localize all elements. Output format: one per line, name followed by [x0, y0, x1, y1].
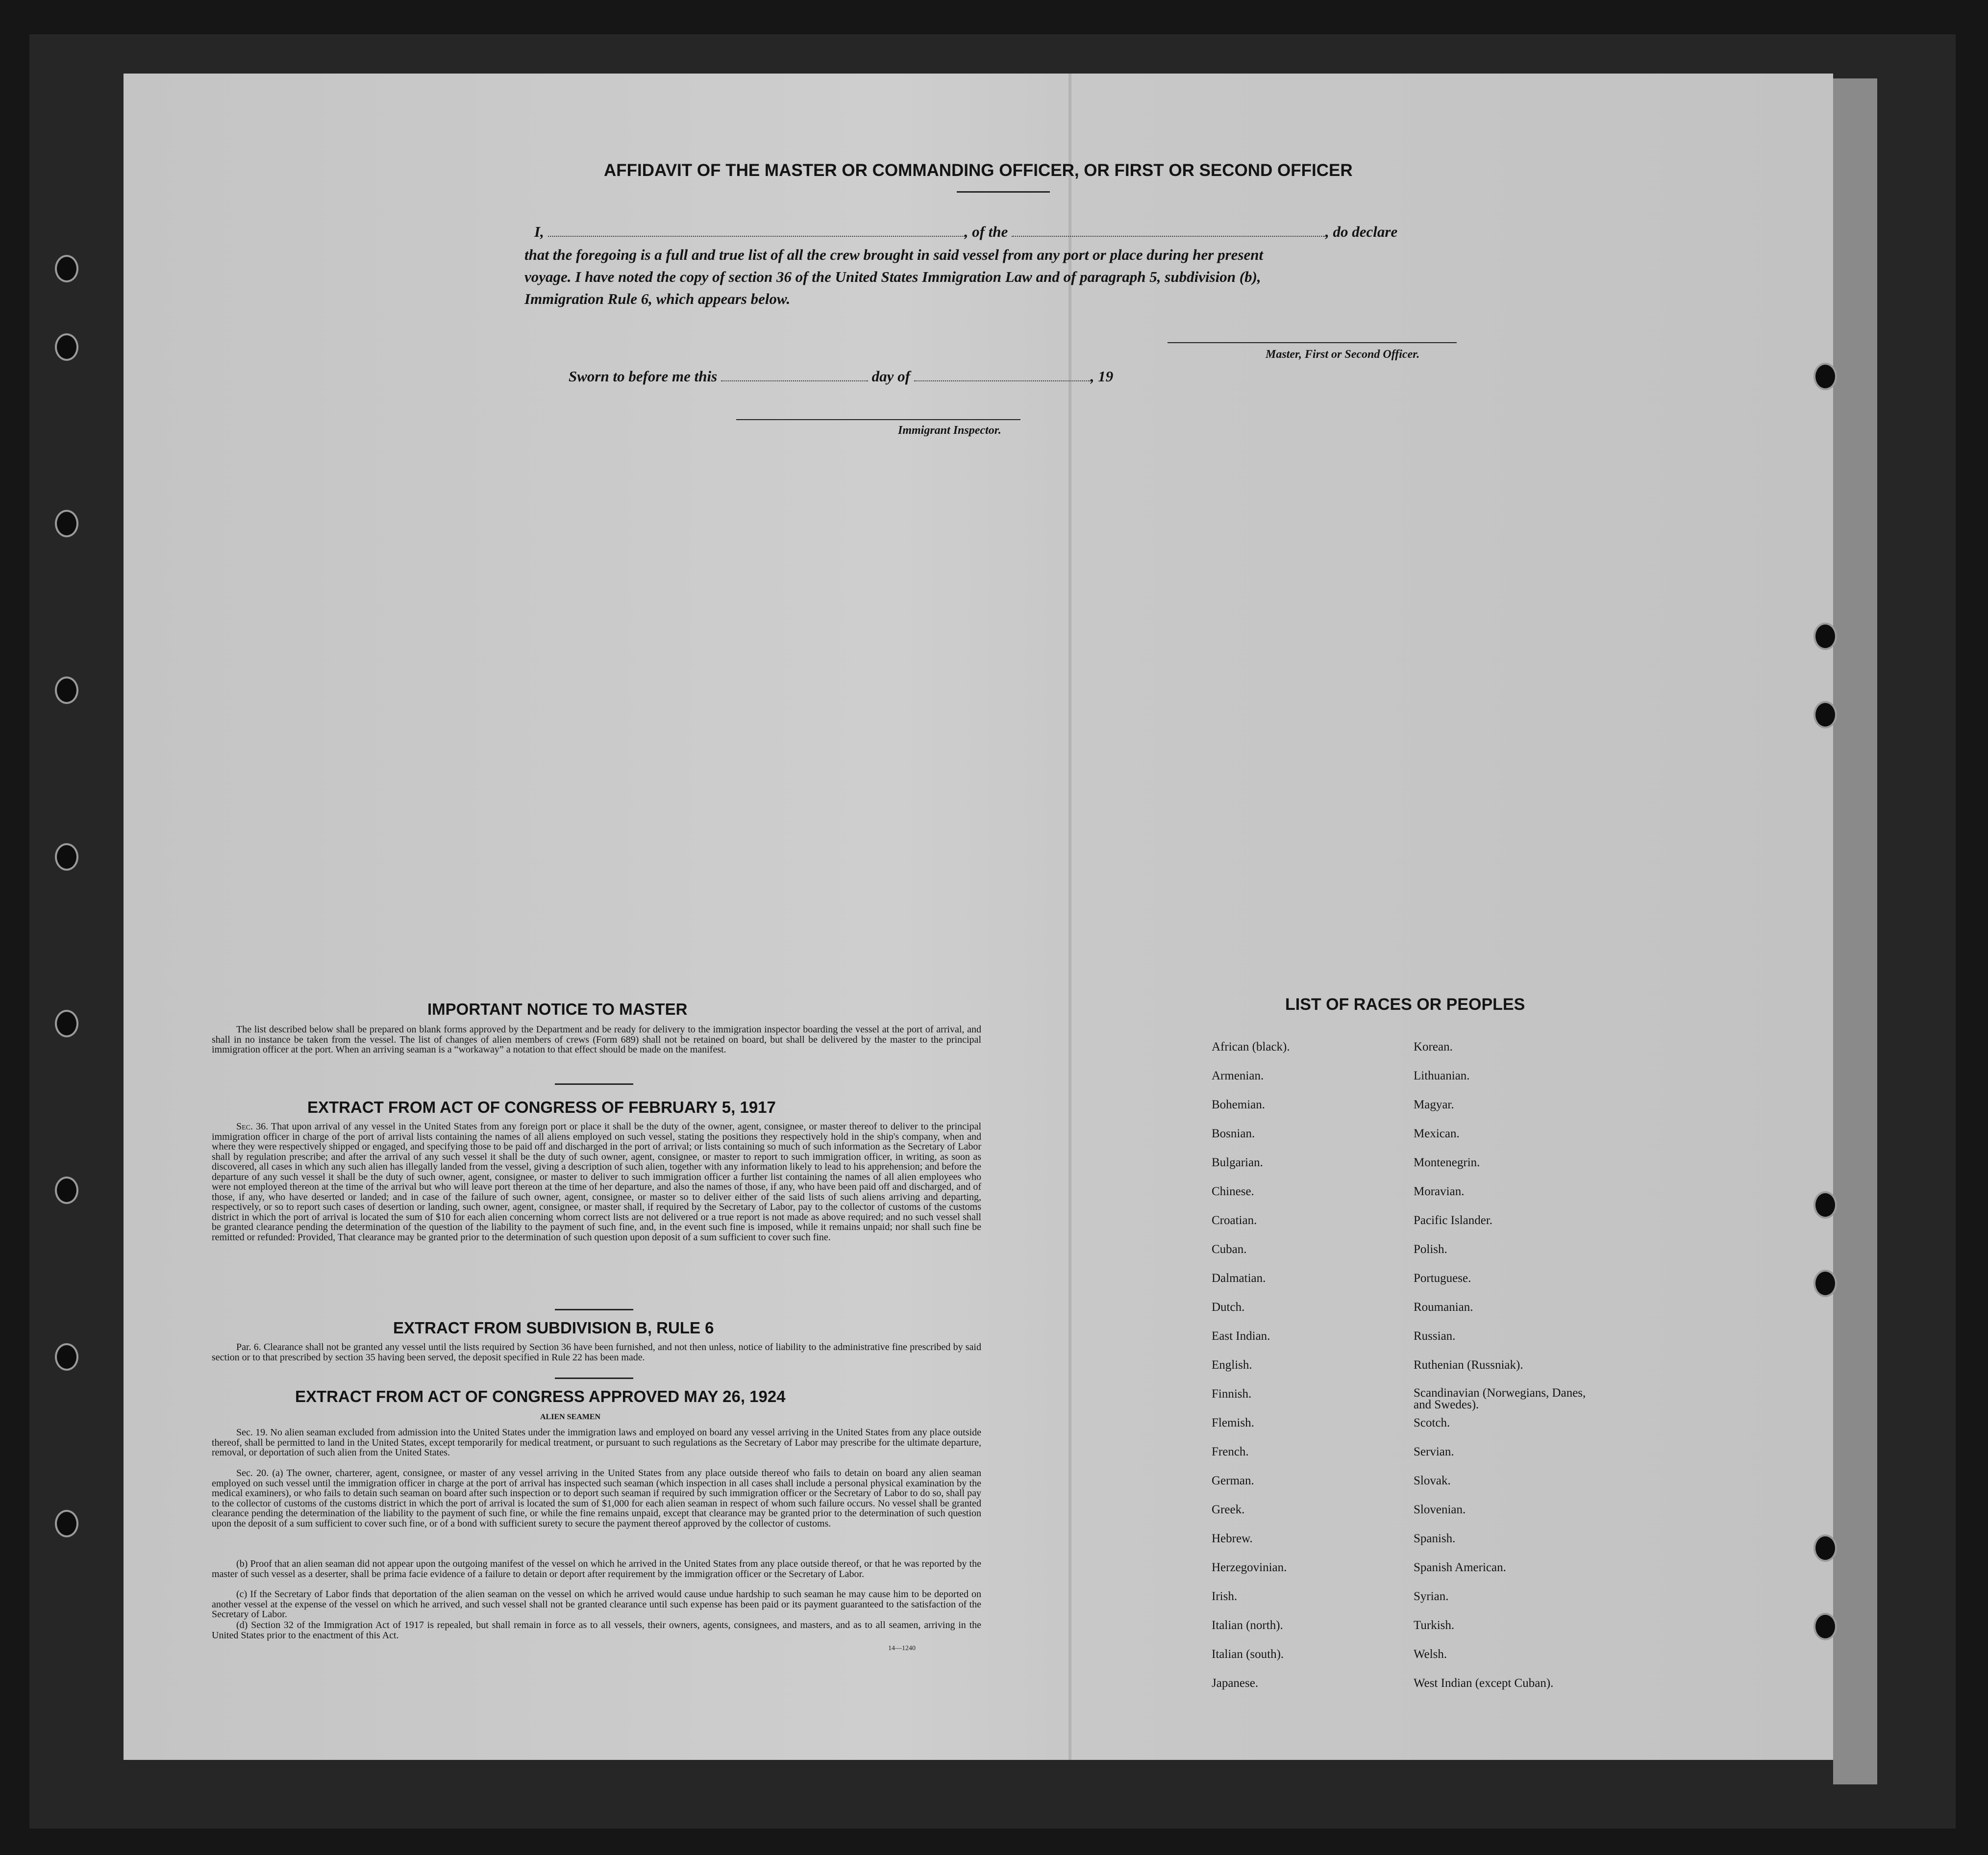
race-item: Spanish American. — [1414, 1561, 1506, 1574]
race-item: Korean. — [1414, 1040, 1453, 1053]
race-item: Ruthenian (Russniak). — [1414, 1358, 1523, 1372]
race-item: Roumanian. — [1414, 1301, 1473, 1314]
race-item: Russian. — [1414, 1329, 1456, 1343]
binder-hole — [55, 677, 78, 704]
binder-hole — [1814, 1270, 1837, 1297]
race-item: Pacific Islander. — [1414, 1214, 1493, 1227]
race-item: Slovak. — [1414, 1474, 1451, 1487]
race-item: Dutch. — [1212, 1301, 1245, 1314]
race-item: Japanese. — [1212, 1677, 1259, 1690]
extract-1924-title: EXTRACT FROM ACT OF CONGRESS APPROVED MAY 26, 1924 — [295, 1387, 786, 1405]
race-item: Portuguese. — [1414, 1272, 1471, 1285]
binder-hole — [55, 255, 78, 282]
sec20a-text: Sec. 20. (a) The owner, charterer, agent, consignee, or master of any vessel arriving in the United States from any place outside thereof who fails to detain on board any alien seaman employed on such vessel until the immigration officer in charge at the port of arrival has inspected such seaman (which inspection in all cases shall include a personal physical examination by the medical examiners), or who fails to detain such seaman on board after such inspection or to deport such seaman if required by such immigration officer or the Secretary of Labor to do so, shall pay to the collector of customs of the customs district in which the port of arrival is located the sum of $1,000 for each alien seaman in respect of whom such failure occurs. No vessel shall be granted clearance pending the determination of the liability to the payment of such fine, or while the fine remains unpaid, except that clearance may be granted prior to the determination of such question upon the deposit of a sum sufficient to cover such fine, or of a bond with sufficient surety to secure the payment thereof approved by the collector of customs. — [212, 1468, 981, 1529]
signature-line — [1168, 342, 1457, 343]
binder-hole — [55, 843, 78, 871]
binder-hole — [1814, 363, 1837, 390]
divider — [957, 191, 1050, 193]
race-item: Herzegovinian. — [1212, 1561, 1287, 1574]
races-column-2 — [1414, 1040, 1590, 1705]
binder-hole — [1814, 701, 1837, 728]
race-item: Cuban. — [1212, 1243, 1247, 1256]
inspector-label: Immigrant Inspector. — [898, 424, 1001, 437]
race-item: Flemish. — [1212, 1416, 1254, 1429]
race-item: Hebrew. — [1212, 1532, 1253, 1545]
race-item: Chinese. — [1212, 1185, 1254, 1198]
section-label: Sec. 36. — [236, 1121, 269, 1132]
race-item: Servian. — [1414, 1445, 1454, 1458]
extract-1917-title: EXTRACT FROM ACT OF CONGRESS OF FEBRUARY 5, 1917 — [307, 1098, 776, 1116]
binder-hole — [1814, 1613, 1837, 1640]
race-item: Syrian. — [1414, 1590, 1449, 1603]
race-item: Finnish. — [1212, 1387, 1252, 1401]
race-item: Polish. — [1414, 1243, 1447, 1256]
race-item: Lithuanian. — [1414, 1069, 1470, 1082]
race-item: Armenian. — [1212, 1069, 1264, 1082]
race-item: Moravian. — [1414, 1185, 1465, 1198]
section-text: That upon arrival of any vessel in the United States from any foreign port or place it shall be the duty of the owner, agent, consignee, or master thereof to deliver to the principal immigration officer in charge of the port of arrival lists containing the names of all aliens employed on such vessel, stating the positions they respectively hold in the ship's company, when and where they were respectively shipped or engaged, and specifying those to be paid off and discharged in the port of arrival; or lists containing so much of such information as the Secretary of Labor shall by regulation prescribe; and after the arrival of any such vessel it shall be the duty of such owner, agent, consignee, or master to report to such immigration officer, in writing, as soon as discovered, all cases in which any such alien has illegally landed from the vessel, giving a description of such alien, together with any information likely to lead to his apprehension; and before the departure of any such vessel it shall be the duty of such owner, agent, consignee, or master to deliver to such immigration officer a further list containing the names of all alien employees who were not employed thereon at the time of the arrival but who will leave port thereon at the time of her departure, and also the names of those, if any, who have been paid off and discharged, and of those, if any, who have deserted or landed; and in case of the failure of such owner, agent, consignee, or master so to deliver either of the said lists of such aliens arriving and departing, respectively, or so to report such cases of desertion or landing, such owner, agent, consignee, or master shall, if required by the Secretary of Labor, pay to the collector of customs of the customs district in which the port of arrival is located the sum of $10 for each alien concerning whom correct lists are not delivered or a true report is not made as above required; and no such vessel shall be granted clearance pending the determination of the question of the liability to the payment of such fine, and, in the event such fine is imposed, while it remains unpaid; nor shall such fine be remitted or refunded: Provided, That clearance may be granted prior to the determination of such question upon deposit of a sum sufficient to cover such fine. — [212, 1121, 982, 1243]
page-fold — [1069, 74, 1071, 1760]
race-item: Greek. — [1212, 1503, 1245, 1516]
sec20b-text: (b) Proof that an alien seaman did not appear upon the outgoing manifest of the vessel on which he arrived in the United States from any place outside thereof, or that he was reported by the master of such vessel as a deserter, shall be prima facie evidence of a failure to detain or deport after requirement by the immigration officer or the Secretary of Labor. — [212, 1558, 981, 1579]
sec19-text: Sec. 19. No alien seaman excluded from admission into the United States under the immigration laws and employed on board any vessel arriving in the United States from any place outside thereof, shall be permitted to land in the United States, except temporarily for medical treatment, or pursuant to such regulations as the Secretary of Labor may prescribe for the ultimate departure, removal, or deportation of such alien from the United States. — [212, 1427, 981, 1458]
race-item: Scandinavian (Norwegians, Danes, and Swedes). — [1414, 1386, 1586, 1411]
sec20c-text: (c) If the Secretary of Labor finds that deportation of the alien seaman on the vessel on which he arrived would cause undue hardship to such seaman he may cause him to be deported on another vessel at the expense of the vessel on which he arrived, and such vessel shall not be granted clearance until such expense has been paid or its payment guaranteed to the satisfaction of the Secretary of Labor. — [212, 1589, 981, 1620]
binder-hole — [1814, 1191, 1837, 1219]
binder-hole — [55, 1343, 78, 1371]
master-signature-label: Master, First or Second Officer. — [1266, 348, 1420, 361]
race-item: Dalmatian. — [1212, 1272, 1266, 1285]
binder-hole — [1814, 1534, 1837, 1562]
race-item: Croatian. — [1212, 1214, 1257, 1227]
race-item: West Indian (except Cuban). — [1414, 1677, 1554, 1690]
binder-hole — [55, 510, 78, 537]
races-title: LIST OF RACES OR PEOPLES — [1285, 995, 1525, 1014]
race-item: Italian (north). — [1212, 1619, 1283, 1632]
alien-seamen-subtitle: ALIEN SEAMEN — [540, 1413, 601, 1421]
race-item: East Indian. — [1212, 1329, 1270, 1343]
affidavit-line-1: I, , of the , do declare — [534, 223, 1398, 240]
sec20d-text: (d) Section 32 of the Immigration Act of 1917 is repealed, but shall remain in force as to all vessels, their owners, agents, consignees, and masters, and as to all seamen, arriving in the United States prior to the enactment of this Act. — [212, 1620, 981, 1641]
race-item: Welsh. — [1414, 1648, 1447, 1661]
divider — [555, 1309, 633, 1310]
sworn-line: Sworn to before me this day of , 19 — [569, 368, 1114, 385]
race-item: African (black). — [1212, 1040, 1290, 1053]
race-item: Bosnian. — [1212, 1127, 1255, 1140]
affidavit-line-2: that the foregoing is a full and true list of all the crew brought in said vessel from any port or place during her present — [524, 246, 1264, 263]
notice-text: The list described below shall be prepared on blank forms approved by the Department and be ready for delivery to the immigration inspector boarding the vessel at the port of arrival, and shall in no instance be taken from the vessel. The list of changes of alien members of crews (Form 689) shall not be retained on board, but shall be delivered by the master to the principal immigration officer at the port. When an arriving seaman is a “workaway” a notation to that effect should be made on the manifest. — [212, 1024, 981, 1055]
affidavit-title: AFFIDAVIT OF THE MASTER OR COMMANDING OFFICER, OR FIRST OR SECOND OFFICER — [604, 161, 1353, 180]
affidavit-line-4: Immigration Rule 6, which appears below. — [524, 290, 791, 307]
extract-1917-text — [212, 1122, 981, 1242]
binder-hole — [55, 1510, 78, 1537]
race-item: Spanish. — [1414, 1532, 1456, 1545]
manifest-page — [124, 74, 1833, 1760]
inspector-signature-line — [736, 419, 1020, 420]
extract-rule6-title: EXTRACT FROM SUBDIVISION B, RULE 6 — [393, 1319, 714, 1337]
race-item: English. — [1212, 1358, 1252, 1372]
divider — [555, 1083, 633, 1085]
race-item: Bohemian. — [1212, 1098, 1266, 1111]
binder-hole — [55, 1010, 78, 1037]
race-item: Italian (south). — [1212, 1648, 1284, 1661]
binder-hole — [1814, 623, 1837, 650]
race-item: Magyar. — [1414, 1098, 1454, 1111]
extract-rule6-text: Par. 6. Clearance shall not be granted any vessel until the lists required by Section 36 have been furnished, and not then unless, notice of liability to the administrative fine prescribed by said section or to that prescribed by section 35 having been served, the deposit specified in Rule 22 has been made. — [212, 1342, 981, 1363]
page-edge — [1833, 78, 1877, 1784]
race-item: Irish. — [1212, 1590, 1238, 1603]
race-item: French. — [1212, 1445, 1249, 1458]
binder-hole — [55, 1177, 78, 1204]
races-column-1 — [1212, 1040, 1290, 1705]
form-number: 14—1240 — [888, 1645, 916, 1652]
race-item: Slovenian. — [1414, 1503, 1466, 1516]
notice-title: IMPORTANT NOTICE TO MASTER — [427, 1000, 688, 1018]
race-item: Turkish. — [1414, 1619, 1455, 1632]
race-item: Scotch. — [1414, 1416, 1450, 1429]
binder-hole — [55, 333, 78, 361]
race-item: Mexican. — [1414, 1127, 1460, 1140]
race-item: Bulgarian. — [1212, 1156, 1263, 1169]
race-item: Montenegrin. — [1414, 1156, 1480, 1169]
race-item: German. — [1212, 1474, 1254, 1487]
affidavit-line-3: voyage. I have noted the copy of section 36 of the United States Immigration Law and of paragraph 5, subdivision (b), — [524, 268, 1261, 285]
divider — [555, 1378, 633, 1379]
